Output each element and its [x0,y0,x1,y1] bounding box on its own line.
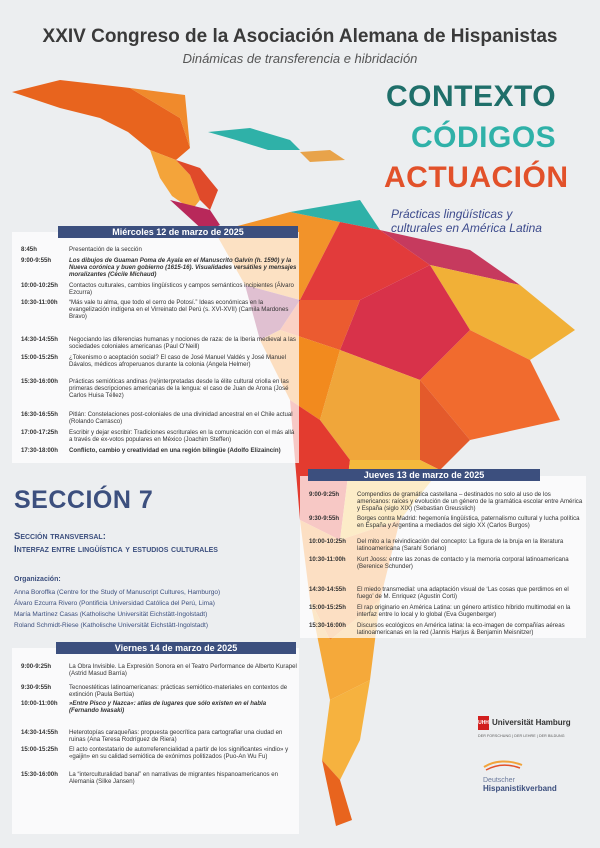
session-title: Presentación de la sección [69,246,142,253]
session-time: 14:30-14:55h [21,336,58,343]
seccion-line1: Sección transversal: [14,531,106,542]
session-time: 17:30-18:00h [21,447,58,454]
schedule-row [21,299,297,321]
schedule-row [309,515,585,529]
schedule-row [21,282,297,296]
schedule-row [309,538,585,552]
session-title: El rap originario en América Latina: un género artístico híbrido multimodal en la interfaz entre lo local y lo global (Eva Gugenberger) [357,604,571,619]
schedule-row [21,729,297,743]
organizer: Anna Boroffka (Centre for the Study of Manuscript Cultures, Hamburgo) [14,589,221,596]
schedule-row [309,604,585,618]
session-title: La Obra Invisible. La Expresión Sonora en el Teatro Performance de Alberto Kurapel (Astrid Masud Barría) [69,663,297,678]
session-time: 15:30-16:00h [21,378,58,385]
session-title: Kurt Jooss: entre las zonas de contacto y la memoria corporal latinoamericana (Berenice Schunder) [357,556,569,571]
dhv-line1: Deutscher [483,777,515,784]
session-title: Del mito a la reivindicación del concepto: La figura de la bruja en la literatura latinoamericana (Sarahí Soriano) [357,538,564,553]
session-title: »Entre Pisco y Nazca«: atlas de lugares que sólo existen en el habla (Fernando Iwasaki) [69,700,267,715]
session-time: 9:00-9:55h [21,257,52,264]
schedule-row [21,684,297,698]
jueves-header: Jueves 13 de marzo de 2025 [308,469,540,481]
session-time: 14:30-14:55h [309,586,346,593]
schedule-row [21,411,297,425]
session-title: El acto contestatario de autorreferencialidad a partir de los significantes «indio» y «gaijin» en su calidad semiótica de exónimos politizados (Puo-An Wu Fu) [69,746,289,761]
session-title: Negociando las diferencias humanas y nociones de raza: de la Iberia medieval a las sociedades coloniales americanas (Paul O’Neill) [69,336,296,351]
session-time: 17:00-17:25h [21,429,58,436]
session-time: 10:00-10:25h [21,282,58,289]
session-time: 10:00-10:25h [309,538,346,545]
schedule-row [21,354,297,368]
session-time: 15:30-16:00h [309,622,346,629]
session-title: La “interculturalidad banal” en narrativas de migrantes hispanoamericanos en Alemania (Silke Jansen) [69,771,278,786]
dhv-line2: Hispanistikverband [483,784,557,793]
session-time: 9:30-9:55h [309,515,340,522]
seccion-subtitle [14,530,218,556]
viernes-header: Viernes 14 de marzo de 2025 [56,642,296,654]
organizer: Álvaro Ezcurra Rivero (Pontificia Universidad Católica del Perú, Lima) [14,600,215,607]
session-title: Tecnoestéticas latinoamericanas: prácticas semiótico-materiales en contextos de extinción (Paula Bertúa) [69,684,288,699]
headline-contexto: CONTEXTO [386,80,557,113]
headline-codigos: CÓDIGOS [411,121,557,154]
session-time: 16:30-16:55h [21,411,58,418]
session-title: Conflicto, cambio y creatividad en una región bilingüe (Adolfo Elizaincín) [69,447,281,454]
schedule-row [21,700,297,714]
schedule-row [21,246,297,253]
schedule-row [21,746,297,760]
schedule-row [309,556,585,570]
session-title: ¿Tokenismo o aceptación social? El caso de José Manuel Valdés y José Manuel Dávalos, médicos afroperuanos durante la colonia (Angela Helmer) [69,354,287,369]
organizacion-heading: Organización: [14,576,61,583]
dhv-logo [483,758,593,793]
session-time: 15:30-16:00h [21,771,58,778]
session-title: Compendios de gramática castellana – destinados no solo al uso de los americanos: raíces y evolución de un género de la gramática escolar entre América y España (siglo XIX) (Sebastian Greusslich) [357,491,583,513]
session-time: 9:00-9:25h [21,663,52,670]
uhh-slogan: DER FORSCHUNG | DER LEHRE | DER BILDUNG [478,734,565,738]
session-time: 14:30-14:55h [21,729,58,736]
seccion-line2: Interfaz entre lingüística y estudios culturales [14,544,218,555]
schedule-row [21,771,297,785]
session-title: Prácticas semióticas andinas (re)interpretadas desde la élite cultural criolla en las primeras descripciones americanas de la lengua: el caso de Juan de Arona (José Carlos Huisa Téllez) [69,378,289,400]
uhh-mark: UHH [478,716,489,730]
schedule-row [21,429,297,443]
session-time: 9:30-9:55h [21,684,52,691]
schedule-row [21,336,297,350]
session-title: Pitlán: Constelaciones post-coloniales de una divinidad ancestral en el Chile actual (Rolando Carrasco) [69,411,293,426]
schedule-row [21,663,297,677]
congress-subtitle: Dinámicas de transferencia e hibridación [182,51,418,66]
schedule-row [21,378,297,400]
session-time: 15:00-15:25h [21,746,58,753]
miercoles-header: Miércoles 12 de marzo de 2025 [58,226,298,238]
organizer: María Martínez Casas (Katholische Universität Eichstätt-Ingolstadt) [14,611,208,618]
dhv-swoosh-icon [483,759,523,771]
session-time: 9:00-9:25h [309,491,340,498]
theme-tagline: Prácticas lingüísticas y culturales en América Latina [391,207,542,235]
session-time: 8:45h [21,246,37,253]
headline-actuacion: ACTUACIÓN [384,161,569,194]
session-title: Heterotopías caraqueñas: propuesta geocrítica para cartografiar una ciudad en ruinas (Ana Teresa Rodríguez de Riera) [69,729,283,744]
schedule-row [21,257,297,279]
session-title: Contactos culturales, cambios lingüísticos y campos semánticos incipientes (Álvaro Ezcurra) [69,282,294,297]
seccion-title: SECCIÓN 7 [14,486,154,514]
session-title: Discursos ecológicos en América latina: la eco-imagen de compañías aéreas latinoamericanas en la red (Jannis Harjus & Benjamin Meisnitzer) [357,622,565,637]
session-time: 15:00-15:25h [309,604,346,611]
session-time: 10:00-11:00h [21,700,58,707]
uhh-logo [478,714,593,738]
congress-title: XXIV Congreso de la Asociación Alemana de Hispanistas [42,26,558,47]
schedule-row [309,586,585,600]
session-time: 10:30-11:00h [309,556,346,563]
session-title: El miedo transmedial: una adaptación visual de ‘Las cosas que perdimos en el fuego’ de M. Enriquez (Agustín Corti) [357,586,569,601]
session-title: Los dibujos de Guaman Poma de Ayala en el Manuscrito Galvín (h. 1590) y la Nueva corónica y buen gobierno (1615-16). Visualidades versátiles y mensajes moralizantes (Cécile Michaud) [69,257,297,279]
session-title: “Más vale tu alma, que todo el cerro de Potosí.” Ideas económicas en la evangelización indígena en el Virreinato del Perú (s. XVI-XVII) (Camila Mardones Bravo) [69,299,289,321]
session-title: Escribir y dejar escribir: Tradiciones escriturales en la comunicación con el más allá a través de ex-votos populares en México (Joachim Steffen) [69,429,295,444]
uhh-name: Universität Hamburg [492,718,571,728]
session-title: Borges contra Madrid: hegemonía lingüística, paternalismo cultural y lucha política en España y Argentina a mediados del siglo XX (Carlos Burgos) [357,515,580,530]
schedule-row [309,622,585,636]
schedule-row [21,447,297,454]
organizer: Roland Schmidt-Riese (Katholische Universität Eichstätt-Ingolstadt) [14,622,209,629]
session-time: 15:00-15:25h [21,354,58,361]
session-time: 10:30-11:00h [21,299,58,306]
schedule-row [309,491,585,513]
